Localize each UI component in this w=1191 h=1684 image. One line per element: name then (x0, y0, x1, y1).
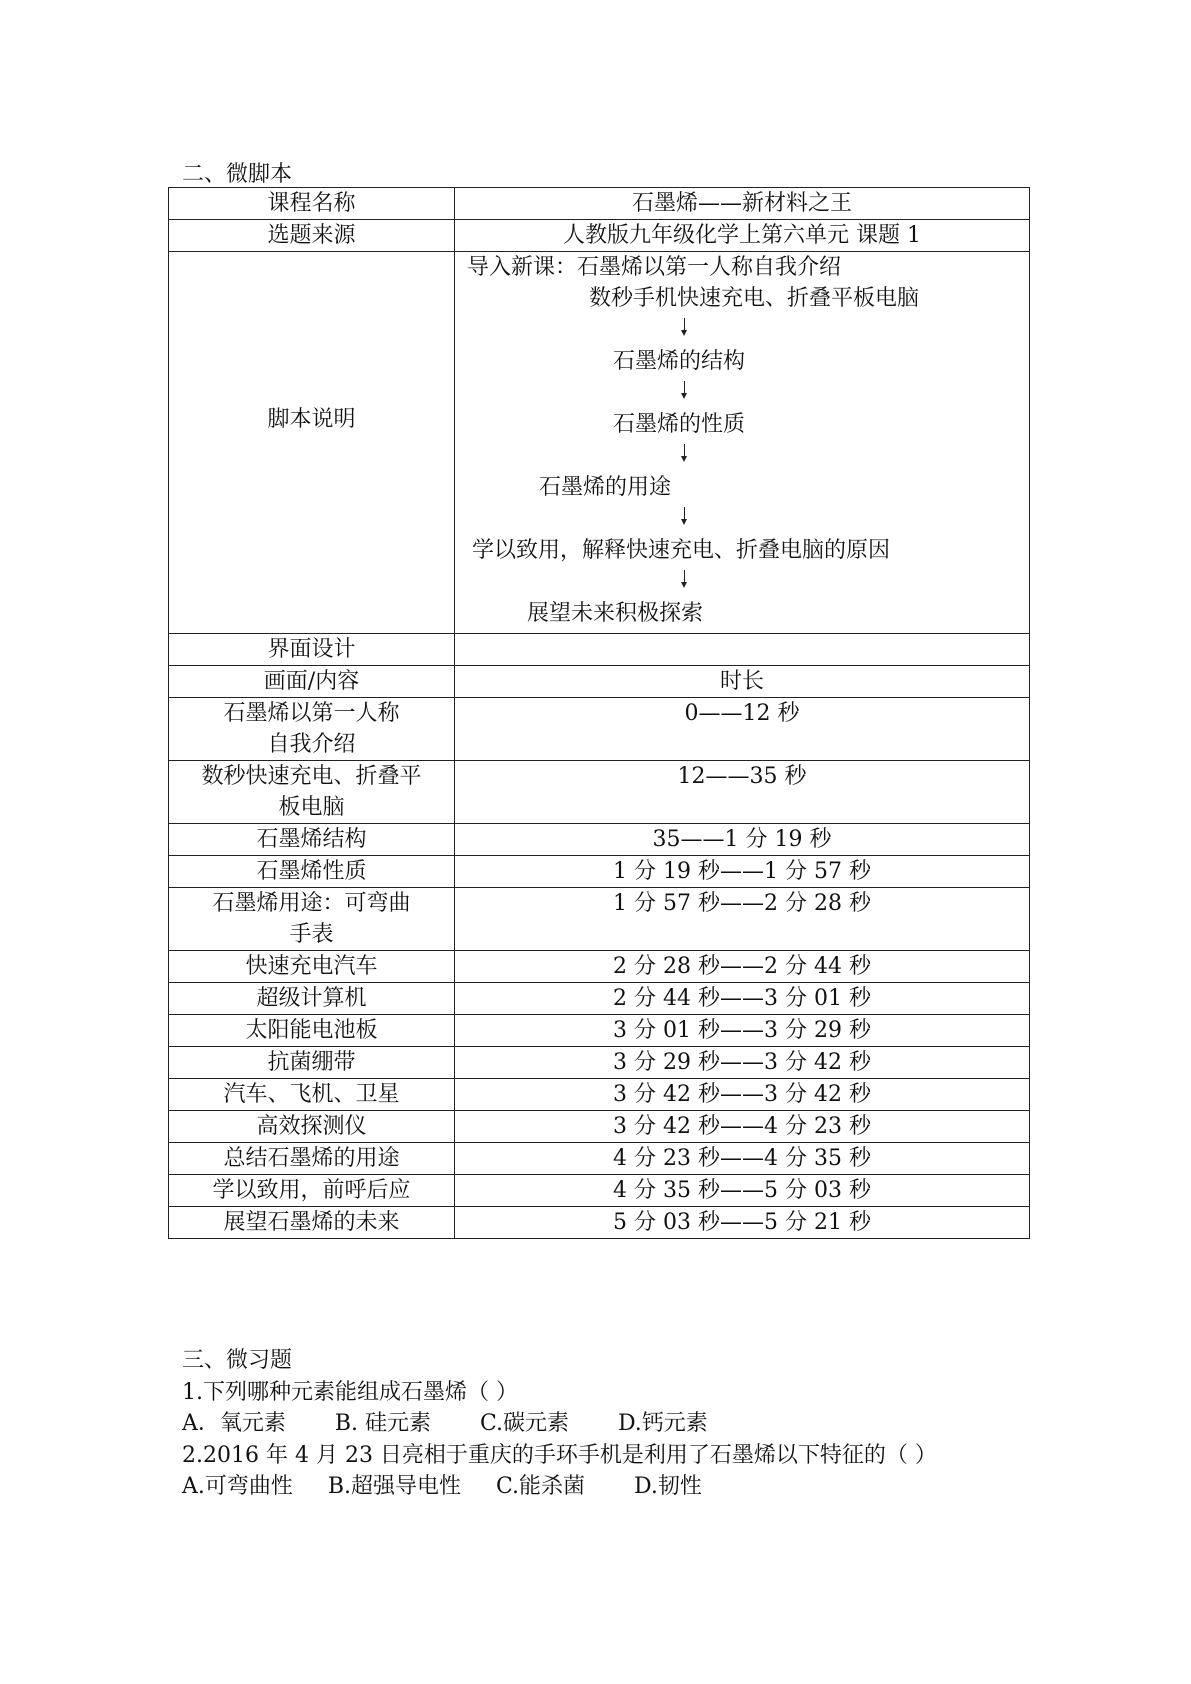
section-title-script: 二、微脚本 (182, 162, 293, 187)
row-content: 超级计算机 (169, 983, 455, 1015)
table-row (169, 888, 1030, 951)
flow-step: 石墨烯的性质 (613, 412, 746, 437)
script-flowchart (455, 252, 1029, 633)
row-duration: 5 分 03 秒——5 分 21 秒 (455, 1207, 1030, 1239)
column-header-content: 画面/内容 (169, 666, 455, 698)
row-duration: 2 分 28 秒——2 分 44 秒 (455, 951, 1030, 983)
row-duration: 1 分 57 秒——2 分 28 秒 (455, 888, 1030, 951)
flow-step: 导入新课：石墨烯以第一人称自我介绍 (467, 255, 842, 280)
row-content: 石墨烯以第一人称 自我介绍 (169, 698, 455, 761)
row-duration: 3 分 42 秒——3 分 42 秒 (455, 1079, 1030, 1111)
down-arrow-icon (684, 381, 685, 397)
section-title-exercises: 三、微习题 (182, 1348, 293, 1373)
row-duration: 0——12 秒 (455, 698, 1030, 761)
table-row (169, 634, 1030, 666)
row-content: 抗菌绷带 (169, 1047, 455, 1079)
question-1: 1.下列哪种元素能组成石墨烯（ ） (182, 1380, 518, 1405)
table-header-row (169, 666, 1030, 698)
row-content: 太阳能电池板 (169, 1015, 455, 1047)
table-row (169, 856, 1030, 888)
row-duration: 12——35 秒 (455, 761, 1030, 824)
course-name-value: 石墨烯——新材料之王 (455, 188, 1030, 220)
table-row (169, 951, 1030, 983)
table-row (169, 1015, 1030, 1047)
row-content: 快速充电汽车 (169, 951, 455, 983)
table-row (169, 1111, 1030, 1143)
row-content: 石墨烯性质 (169, 856, 455, 888)
row-duration: 2 分 44 秒——3 分 01 秒 (455, 983, 1030, 1015)
row-duration: 3 分 29 秒——3 分 42 秒 (455, 1047, 1030, 1079)
table-row (169, 1079, 1030, 1111)
script-flow-cell (455, 252, 1030, 634)
row-duration: 4 分 35 秒——5 分 03 秒 (455, 1175, 1030, 1207)
table-row (169, 761, 1030, 824)
row-duration: 3 分 42 秒——4 分 23 秒 (455, 1111, 1030, 1143)
question-2-options: A.可弯曲性 B.超强导电性 C.能杀菌 D.韧性 (182, 1474, 702, 1499)
row-content: 高效探测仪 (169, 1111, 455, 1143)
row-duration: 35——1 分 19 秒 (455, 824, 1030, 856)
row-duration: 4 分 23 秒——4 分 35 秒 (455, 1143, 1030, 1175)
source-label: 选题来源 (169, 220, 455, 252)
down-arrow-icon (684, 570, 685, 586)
table-row (169, 698, 1030, 761)
flow-step: 数秒手机快速充电、折叠平板电脑 (589, 286, 920, 311)
flow-step: 展望未来积极探索 (527, 601, 704, 626)
table-row (169, 824, 1030, 856)
table-row (169, 220, 1030, 252)
row-duration: 1 分 19 秒——1 分 57 秒 (455, 856, 1030, 888)
question-2: 2.2016 年 4 月 23 日亮相于重庆的手环手机是利用了石墨烯以下特征的（ ） (182, 1443, 937, 1468)
table-row (169, 1175, 1030, 1207)
source-value: 人教版九年级化学上第六单元 课题 1 (455, 220, 1030, 252)
ui-design-label: 界面设计 (169, 634, 455, 666)
row-content: 总结石墨烯的用途 (169, 1143, 455, 1175)
table-row (169, 1047, 1030, 1079)
script-table (168, 187, 1030, 1239)
row-content: 汽车、飞机、卫星 (169, 1079, 455, 1111)
flow-step: 石墨烯的结构 (613, 349, 746, 374)
row-content: 石墨烯用途：可弯曲 手表 (169, 888, 455, 951)
question-1-options: A．氧元素 B. 硅元素 C.碳元素 D.钙元素 (182, 1411, 708, 1436)
row-content: 展望石墨烯的未来 (169, 1207, 455, 1239)
table-row (169, 983, 1030, 1015)
flow-step: 石墨烯的用途 (539, 475, 672, 500)
column-header-duration: 时长 (455, 666, 1030, 698)
down-arrow-icon (684, 507, 685, 523)
down-arrow-icon (684, 444, 685, 460)
row-duration: 3 分 01 秒——3 分 29 秒 (455, 1015, 1030, 1047)
table-row (169, 1207, 1030, 1239)
script-label: 脚本说明 (169, 252, 455, 634)
flow-step: 学以致用，解释快速充电、折叠电脑的原因 (472, 538, 891, 563)
row-content: 学以致用，前呼后应 (169, 1175, 455, 1207)
down-arrow-icon (684, 318, 685, 334)
table-row (169, 1143, 1030, 1175)
row-content: 数秒快速充电、折叠平 板电脑 (169, 761, 455, 824)
table-row (169, 252, 1030, 634)
ui-design-value (455, 634, 1030, 666)
table-row (169, 188, 1030, 220)
course-name-label: 课程名称 (169, 188, 455, 220)
row-content: 石墨烯结构 (169, 824, 455, 856)
